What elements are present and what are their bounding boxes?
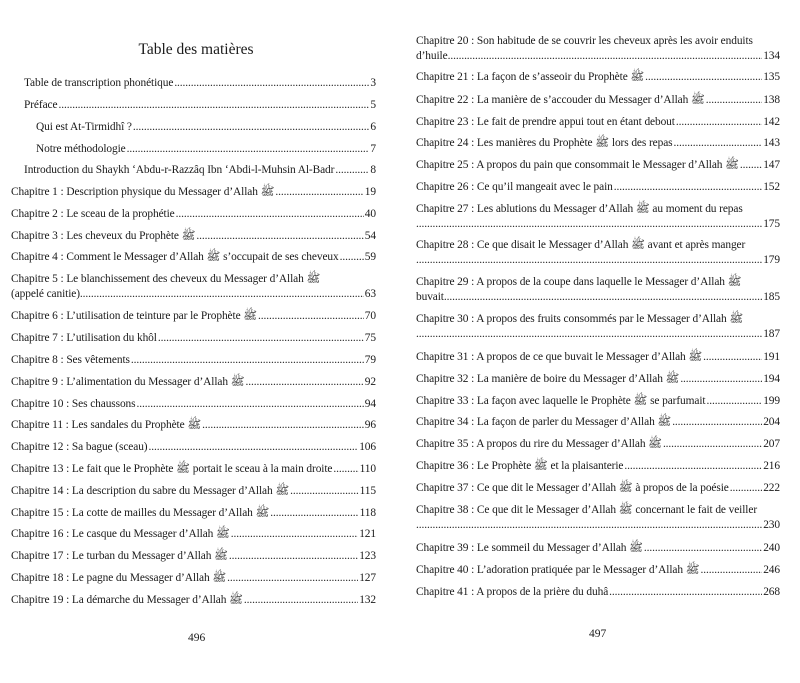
toc-leader-dots [444,290,762,305]
toc-entry[interactable] [36,120,376,135]
toc-entry-page: 8 [370,164,376,176]
toc-entry[interactable] [416,93,780,108]
toc-entry-page: 106 [359,441,376,453]
toc-entry[interactable] [36,142,376,157]
toc-entry-page: 132 [359,594,376,606]
toc-entry[interactable] [416,158,780,173]
toc-leader-dots [644,541,762,556]
toc-entry-label: Chapitre 19 : La démarche du Messager d’Allah ﷺ [11,594,243,606]
toc-entry[interactable] [11,353,376,368]
toc-entry[interactable] [416,394,780,409]
toc-entry-label: Chapitre 40 : L’adoration pratiquée par le Messager d’Allah ﷺ [416,564,700,576]
toc-entry-page: 216 [763,460,780,472]
toc-entry-label: Chapitre 26 : Ce qu’il mangeait avec le pain [416,181,613,193]
toc-entry[interactable] [416,180,780,195]
toc-leader-dots [706,394,762,409]
toc-leader-dots [700,563,762,578]
toc-entry-label: Chapitre 15 : La cotte de mailles du Messager d’Allah ﷺ [11,507,270,519]
toc-leader-dots [340,250,364,265]
toc-entry-label: Chapitre 41 : A propos de la prière du duhâ [416,586,609,598]
toc-entry[interactable] [416,136,780,151]
toc-entry-label: Chapitre 2 : Le sceau de la prophétie [11,208,175,220]
toc-entry-label: Chapitre 7 : L’utilisation du khôl [11,332,157,344]
toc-entry-label: Chapitre 11 : Les sandales du Prophète ﷺ [11,419,202,431]
toc-leader-dots [333,462,358,477]
toc-entry[interactable] [11,462,376,477]
toc-entry-page: 185 [763,291,780,303]
toc-entry-label: Qui est At-Tirmidhî ? [36,121,132,133]
toc-leader-dots [158,331,364,346]
toc-entry-page: 240 [763,542,780,554]
toc-entry-label: Chapitre 22 : La manière de s’accouder du Messager d’Allah ﷺ [416,94,705,106]
toc-entry[interactable] [416,34,780,64]
toc-entry-page: 75 [364,332,376,344]
toc-leader-dots [730,481,762,496]
toc-entry-label: Introduction du Shaykh ‘Abdu-r-Razzâq Ibn ‘Abdi-l-Muhsin Al-Badr [24,164,335,176]
toc-leader-dots [176,207,364,222]
toc-leader-dots [244,593,358,608]
toc-entry-page: 92 [364,376,376,388]
toc-entry-page: 152 [763,181,780,193]
toc-leader-dots [202,418,364,433]
toc-entry-page: 268 [763,586,780,598]
toc-entry-label: Chapitre 35 : A propos du rire du Messager d’Allah ﷺ [416,438,662,450]
toc-entry-label: Chapitre 39 : Le sommeil du Messager d’Allah ﷺ [416,542,643,554]
toc-entry[interactable] [11,571,376,586]
toc-entry-label: Chapitre 13 : Le fait que le Prophète ﷺ portait le sceau à la main droite [11,463,333,475]
toc-leader-dots [740,158,762,173]
toc-entry-label: Chapitre 3 : Les cheveux du Prophète ﷺ [11,230,196,242]
toc-entry[interactable] [416,415,780,430]
toc-entry-page: 79 [364,354,376,366]
toc-entry[interactable] [416,202,780,232]
toc-entry[interactable] [11,397,376,412]
toc-leader-dots [416,518,762,533]
toc-entry-label: Chapitre 1 : Description physique du Messager d’Allah ﷺ [11,186,275,198]
toc-entry-label: Chapitre 31 : A propos de ce que buvait le Messager d’Allah ﷺ [416,351,703,363]
toc-leader-dots [416,217,762,232]
toc-entry-page: 59 [364,251,376,263]
toc-leader-dots [624,459,762,474]
toc-entry[interactable] [11,418,376,433]
toc-entry-label: Chapitre 30 : A propos des fruits consommés par le Messager d’Allah ﷺ [416,313,744,325]
toc-entry-page: 5 [370,99,376,111]
toc-entry-label: Chapitre 9 : L’alimentation du Messager d’Allah ﷺ [11,376,245,388]
toc-leader-dots [416,327,762,342]
toc-entry[interactable] [11,207,376,222]
toc-entry[interactable] [11,309,376,324]
toc-entry-page: 147 [763,159,780,171]
toc-entry-label: Chapitre 21 : La façon de s’asseoir du Prophète ﷺ [416,71,645,83]
toc-entry-label-continued: d’huile [416,50,448,62]
toc-entry[interactable] [416,115,780,130]
toc-leader-dots [270,506,358,521]
toc-entry-page: 7 [370,143,376,155]
toc-leader-dots [149,440,359,455]
toc-entry-label: Chapitre 27 : Les ablutions du Messager d’Allah ﷺ au moment du repas [416,203,743,215]
toc-entry-label: Chapitre 23 : Le fait de prendre appui tout en étant debout [416,116,675,128]
toc-entry-page: 143 [763,137,780,149]
toc-leader-dots [416,253,762,268]
toc-leader-dots [290,484,359,499]
toc-entry[interactable] [11,549,376,564]
toc-entry-label: Chapitre 38 : Ce que dit le Messager d’Allah ﷺ concernant le fait de veiller [416,504,758,516]
toc-entry-page: 191 [763,351,780,363]
toc-entry[interactable] [11,440,376,455]
toc-leader-dots [58,98,369,113]
toc-entry[interactable] [416,541,780,556]
toc-entry[interactable] [11,484,376,499]
toc-entry-page: 230 [763,519,780,531]
toc-entry-label: Préface [24,99,58,111]
toc-leader-dots [136,397,363,412]
toc-leader-dots [676,115,762,130]
toc-entry-label: Chapitre 33 : La façon avec laquelle le Prophète ﷺ se parfumait [416,395,706,407]
toc-entry-label: Notre méthodologie [36,143,126,155]
toc-entry[interactable] [11,250,376,265]
toc-leader-dots [663,437,762,452]
toc-entry-page: 194 [763,373,780,385]
toc-entry-label: Chapitre 28 : Ce que disait le Messager d’Allah ﷺ avant et après manger [416,239,746,251]
toc-leader-dots [229,549,358,564]
toc-entry-page: 115 [359,485,376,497]
toc-entry-label: Chapitre 17 : Le turban du Messager d’Allah ﷺ [11,550,228,562]
toc-leader-dots [258,309,364,324]
toc-entry[interactable] [416,238,780,268]
toc-entry-page: 123 [359,550,376,562]
toc-leader-dots [80,287,364,302]
toc-leader-dots [245,375,363,390]
toc-leader-dots [174,76,369,91]
toc-entry-page: 138 [763,94,780,106]
toc-leader-dots [275,185,363,200]
toc-entry-label: Chapitre 5 : Le blanchissement des cheveux du Messager d’Allah ﷺ [11,273,321,285]
toc-entry[interactable] [11,527,376,542]
toc-entry-label: Chapitre 37 : Ce que dit le Messager d’Allah ﷺ à propos de la poésie [416,482,729,494]
toc-entry-page: 110 [359,463,376,475]
page-title: Table des matières [138,41,254,58]
toc-entry[interactable] [11,506,376,521]
toc-entry-label: Chapitre 4 : Comment le Messager d’Allah ﷺ s’occupait de ses cheveux [11,251,339,263]
toc-leader-dots [227,571,358,586]
toc-leader-dots [196,229,363,244]
toc-entry-page: 135 [763,71,780,83]
toc-entry-page: 40 [364,208,376,220]
toc-leader-dots [133,120,370,135]
toc-entry[interactable] [416,503,780,533]
toc-entry-page: 94 [364,398,376,410]
toc-entry-page: 127 [359,572,376,584]
toc-entry[interactable] [416,312,780,342]
toc-entry-page: 54 [364,230,376,242]
toc-entry-label: Table de transcription phonétique [24,77,174,89]
toc-entry[interactable] [416,70,780,85]
toc-entry-page: 207 [763,438,780,450]
toc-entry-page: 96 [364,419,376,431]
toc-entry-page: 70 [364,310,376,322]
toc-entry[interactable] [11,272,376,302]
toc-entry[interactable] [416,563,780,578]
toc-entry[interactable] [11,229,376,244]
toc-entry[interactable] [416,481,780,496]
toc-leader-dots [614,180,762,195]
toc-entry[interactable] [24,163,376,178]
toc-entry-label: Chapitre 12 : Sa bague (sceau) [11,441,148,453]
toc-leader-dots [231,527,358,542]
toc-leader-dots [673,136,762,151]
toc-leader-dots [680,372,762,387]
toc-entry-label: Chapitre 36 : Le Prophète ﷺ et la plaisanterie [416,460,624,472]
toc-entry-label: Chapitre 8 : Ses vêtements [11,354,130,366]
toc-entry-page: 19 [364,186,376,198]
toc-leader-dots [335,163,369,178]
toc-entry-label: Chapitre 24 : Les manières du Prophète ﷺ lors des repas [416,137,673,149]
toc-entry-page: 175 [763,218,780,230]
toc-leader-dots [706,93,762,108]
toc-leader-dots [131,353,364,368]
toc-entry-page: 6 [370,121,376,133]
toc-entry-page: 142 [763,116,780,128]
toc-leader-dots [448,49,763,64]
toc-entry-label: Chapitre 6 : L’utilisation de teinture par le Prophète ﷺ [11,310,258,322]
page-number: 496 [188,632,206,644]
toc-entry-page: 246 [763,564,780,576]
toc-entry[interactable] [416,372,780,387]
toc-entry-page: 118 [359,507,376,519]
toc-entry-page: 134 [763,50,780,62]
toc-entry[interactable] [416,585,780,600]
toc-entry-page: 179 [763,254,780,266]
toc-entry-label: Chapitre 34 : La façon de parler du Messager d’Allah ﷺ [416,416,672,428]
toc-entry-label: Chapitre 10 : Ses chaussons [11,398,136,410]
toc-entry-label: Chapitre 20 : Son habitude de se couvrir les cheveux après les avoir enduits [416,35,753,47]
toc-entry-label-continued: (appelé canitie) [11,288,80,300]
toc-entry[interactable] [416,459,780,474]
toc-entry[interactable] [24,98,376,113]
toc-entry[interactable] [11,375,376,390]
toc-entry-page: 63 [364,288,376,300]
toc-entry-page: 199 [763,395,780,407]
page-number: 497 [589,628,607,640]
toc-leader-dots [609,585,762,600]
toc-leader-dots [127,142,370,157]
toc-entry[interactable] [416,350,780,365]
toc-leader-dots [703,350,762,365]
toc-entry[interactable] [11,593,376,608]
toc-entry-label: Chapitre 16 : Le casque du Messager d’Allah ﷺ [11,528,230,540]
toc-entry[interactable] [11,331,376,346]
toc-entry-page: 187 [763,328,780,340]
toc-entry-page: 121 [359,528,376,540]
toc-leader-dots [672,415,762,430]
toc-leader-dots [645,70,762,85]
toc-entry-page: 3 [370,77,376,89]
toc-entry[interactable] [24,76,376,91]
toc-entry-label-continued: buvait [416,291,444,303]
toc-entry[interactable] [416,275,780,305]
toc-entry-label: Chapitre 18 : Le pagne du Messager d’Allah ﷺ [11,572,227,584]
toc-entry-page: 222 [763,482,780,494]
toc-entry[interactable] [416,437,780,452]
toc-entry-label: Chapitre 25 : A propos du pain que consommait le Messager d’Allah ﷺ [416,159,739,171]
toc-entry-label: Chapitre 14 : La description du sabre du Messager d’Allah ﷺ [11,485,290,497]
toc-entry-label: Chapitre 32 : La manière de boire du Messager d’Allah ﷺ [416,373,680,385]
toc-entry-page: 204 [763,416,780,428]
toc-entry[interactable] [11,185,376,200]
toc-entry-label: Chapitre 29 : A propos de la coupe dans laquelle le Messager d’Allah ﷺ [416,276,742,288]
